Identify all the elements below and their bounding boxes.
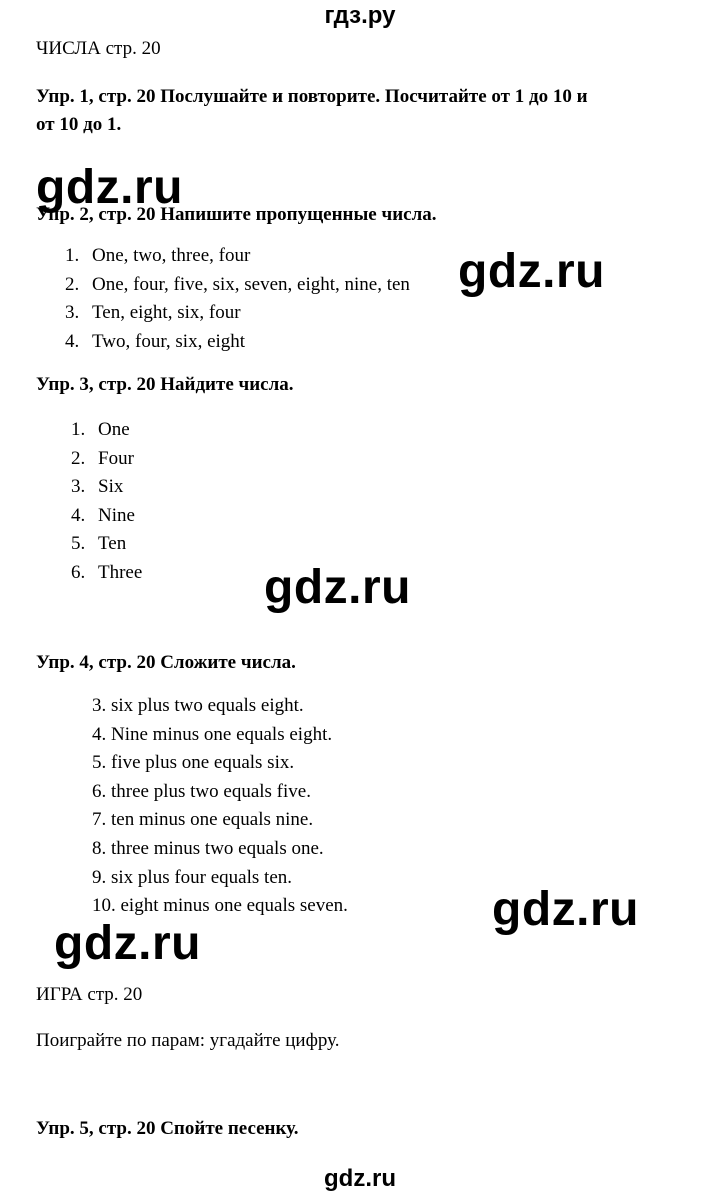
exercise-1-heading-line1: Упр. 1, стр. 20 Послушайте и повторите. Посчитайте от 1 до 10 и	[36, 86, 588, 107]
section-heading-game: ИГРА стр. 20	[36, 984, 143, 1005]
watermark-4: gdz.ru	[492, 883, 639, 936]
list-item: 2. Four	[71, 447, 134, 469]
list-item: 9. six plus four equals ten.	[92, 866, 293, 888]
exercise-4-heading: Упр. 4, стр. 20 Сложите числа.	[36, 652, 296, 673]
list-item: 1. One	[71, 419, 130, 440]
watermark-bottom: gdz.ru	[324, 1165, 396, 1192]
exercise-1-heading-line2: от 10 до 1.	[36, 114, 122, 135]
exercise-5-heading: Упр. 5, стр. 20 Спойте песенку.	[36, 1118, 299, 1139]
list-item: 8. three minus two equals one.	[92, 837, 324, 859]
list-item: 3. Six	[71, 476, 124, 498]
watermark-5: gdz.ru	[54, 917, 201, 970]
list-item: 4. Nine	[71, 504, 135, 526]
watermark-top: гдз.ру	[324, 2, 396, 29]
exercise-3-heading: Упр. 3, стр. 20 Найдите числа.	[36, 374, 294, 395]
list-item: 5. Ten	[71, 533, 127, 555]
list-item: 5. five plus one equals six.	[92, 752, 295, 774]
list-item: 6. three plus two equals five.	[92, 780, 311, 802]
list-item: 7. ten minus one equals nine.	[92, 809, 314, 831]
exercise-3-list	[71, 416, 142, 588]
exercise-4-list	[92, 692, 348, 921]
list-item: 3. six plus two equals eight.	[92, 695, 304, 716]
list-item: 3. Ten, eight, six, four	[65, 302, 241, 324]
exercise-2-list	[65, 242, 410, 356]
watermark-3: gdz.ru	[264, 561, 411, 614]
list-item: 4. Two, four, six, eight	[65, 330, 246, 352]
list-item: 6. Three	[71, 561, 143, 583]
list-item: 4. Nine minus one equals eight.	[92, 723, 333, 745]
watermark-2: gdz.ru	[458, 245, 605, 298]
game-instruction: Поиграйте по парам: угадайте цифру.	[36, 1030, 340, 1051]
section-heading-numbers: ЧИСЛА стр. 20	[36, 38, 161, 59]
list-item: 2. One, four, five, six, seven, eight, nine, ten	[65, 273, 410, 295]
list-item: 1. One, two, three, four	[65, 245, 251, 266]
watermark-1: gdz.ru	[36, 161, 183, 214]
list-item: 10. eight minus one equals seven.	[92, 895, 348, 917]
exercise-2-heading: Упр. 2, стр. 20 Напишите пропущенные числа.	[36, 204, 437, 225]
